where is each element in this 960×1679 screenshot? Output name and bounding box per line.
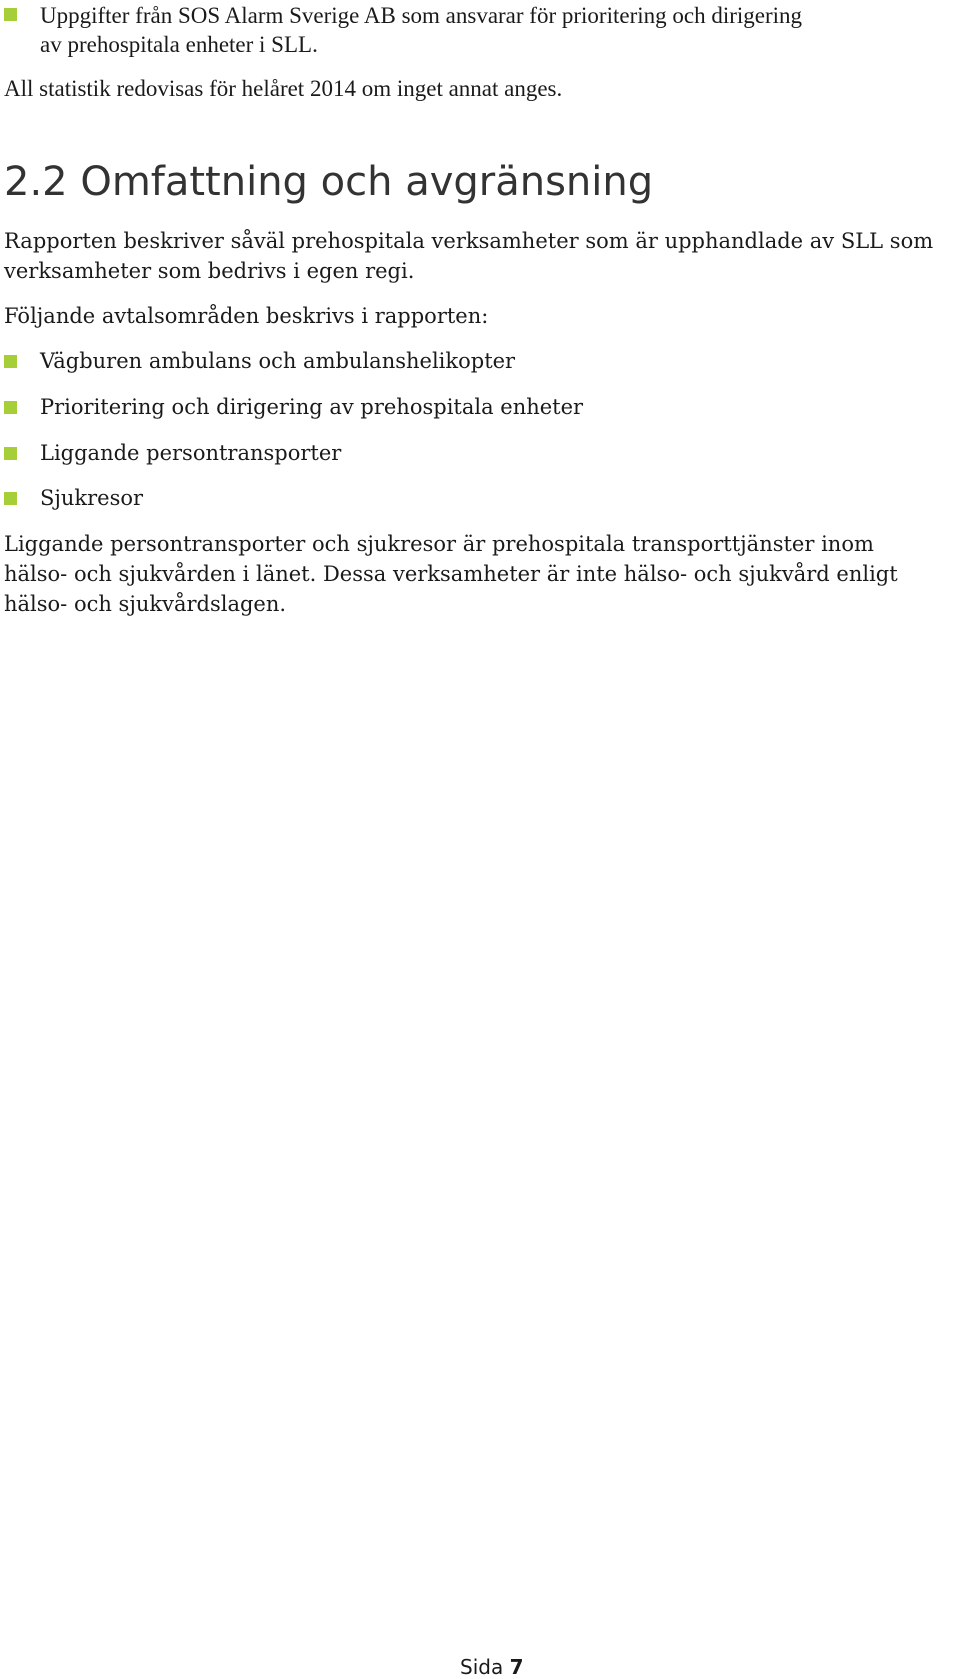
list-item: Prioritering och dirigering av prehospitala enheter <box>40 395 584 419</box>
section-heading: 2.2 Omfattning och avgränsning <box>4 159 654 205</box>
top-bullet-line-2: av prehospitala enheter i SLL. <box>40 32 318 57</box>
list-item: Liggande persontransporter <box>40 441 342 465</box>
bullet-square-icon <box>4 447 17 460</box>
closing-line-3: hälso- och sjukvårdslagen. <box>4 592 287 616</box>
closing-line-2: hälso- och sjukvården i länet. Dessa verksamheter är inte hälso- och sjukvård enligt <box>4 562 898 586</box>
page-number: 7 <box>509 1655 524 1679</box>
page-footer <box>460 1655 523 1679</box>
bullet-square-icon <box>4 8 17 21</box>
intro-line-1: Rapporten beskriver såväl prehospitala verksamheter som är upphandlade av SLL som <box>4 229 934 253</box>
bullet-square-icon <box>4 492 17 505</box>
top-bullet-line-1: Uppgifter från SOS Alarm Sverige AB som ansvarar för prioritering och dirigering <box>40 3 803 28</box>
list-item: Vägburen ambulans och ambulanshelikopter <box>40 349 516 373</box>
bullet-square-icon <box>4 401 17 414</box>
intro-line-2: verksamheter som bedrivs i egen regi. <box>4 259 415 283</box>
bullet-square-icon <box>4 355 17 368</box>
closing-line-1: Liggande persontransporter och sjukresor är prehospitala transporttjänster inom <box>4 532 874 556</box>
list-item: Sjukresor <box>40 486 144 510</box>
page-label: Sida <box>460 1655 504 1679</box>
list-intro: Följande avtalsområden beskrivs i rapporten: <box>4 304 489 328</box>
statistics-note: All statistik redovisas för helåret 2014 om inget annat anges. <box>4 76 563 101</box>
